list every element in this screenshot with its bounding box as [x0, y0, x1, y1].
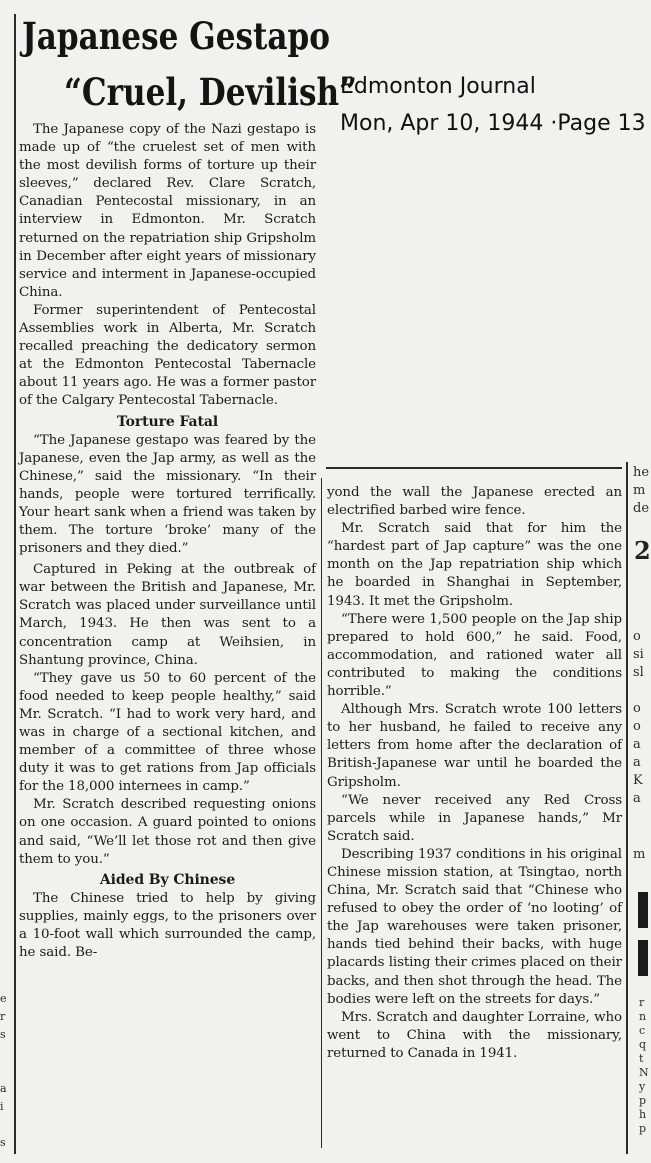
paragraph: “We never received any Red Cross parcels while in Japanese hands,” Mr Scratch said. — [327, 792, 622, 844]
edge-fragment: r — [0, 1010, 6, 1023]
paragraph: Describing 1937 conditions in his original Chinese mission station, at Tsingtao, north China, Mr. Scratch said that “Chinese who refused to obey the order of ‘no looting’ of the Jap warehouses were taken prisoner, hands tied behind their backs, with huge placards listing their crimes placed on their backs, and then shot through the head. The bodies were left on the streets for days.” — [327, 846, 622, 1007]
article-column-2 — [327, 484, 622, 1063]
edge-fragment: N — [639, 1066, 649, 1079]
right-column-rule — [626, 462, 628, 1154]
edge-fragment: e — [0, 992, 7, 1005]
edge-fragment: m — [633, 483, 646, 498]
publication-date-page: Mon, Apr 10, 1944 ·Page 13 — [340, 111, 646, 136]
headline-line-2: “Cruel, Devilish” — [64, 70, 357, 114]
paragraph: Captured in Peking at the outbreak of war between the British and Japanese, Mr. Scratch was placed under surveillance until March, 1943. He then was sent to a concentration camp at Weihsien, in Shantung province, China. — [19, 562, 316, 668]
edge-fragment: si — [633, 647, 644, 662]
paragraph: “The Japanese gestapo was feared by the Japanese, even the Jap army, as well as the Chinese,” said the missionary. “In their hands, people were tortured terrifically. Your heart sank when a friend was taken by them. The torture ‘broke’ many of the prisoners and they died.” — [19, 432, 316, 557]
column-2-top-rule — [326, 467, 622, 469]
edge-fragment: a — [633, 755, 641, 770]
edge-fragment: p — [639, 1122, 647, 1135]
edge-fragment: y — [639, 1080, 646, 1093]
edge-black-block — [638, 940, 648, 976]
paragraph: Mr. Scratch said that for him the “hardest part of Jap capture” was the one month on the Jap repatriation ship which he boarded in Shanghai in September, 1943. It met the Gripsholm. — [327, 521, 622, 609]
paragraph: Although Mrs. Scratch wrote 100 letters to her husband, he failed to receive any letters from home after the declaration of British-Japanese war until he boarded the Gripsholm. — [327, 702, 622, 790]
paragraph: The Chinese tried to help by giving supplies, mainly eggs, to the prisoners over a 10-foot wall which surrounded the camp, he said. Be- — [19, 890, 316, 961]
edge-fragment: a — [633, 737, 641, 752]
publication-name: Edmonton Journal — [340, 74, 536, 99]
article-column-1 — [19, 121, 316, 962]
edge-fragment: sl — [633, 665, 644, 680]
edge-fragment: i — [0, 1100, 4, 1113]
edge-fragment: p — [639, 1094, 647, 1107]
edge-fragment: h — [639, 1108, 647, 1121]
edge-fragment: a — [0, 1082, 7, 1095]
edge-fragment: o — [633, 701, 641, 716]
edge-fragment: q — [639, 1038, 647, 1051]
edge-fragment: c — [639, 1024, 646, 1037]
edge-fragment: m — [633, 847, 646, 862]
left-column-rule — [14, 14, 16, 1154]
edge-fragment: K — [633, 773, 643, 788]
edge-fragment: s — [0, 1136, 6, 1149]
edge-fragment: t — [639, 1052, 644, 1065]
subheading-aided-by-chinese: Aided By Chinese — [99, 871, 236, 888]
subheading-torture-fatal: Torture Fatal — [116, 413, 219, 430]
paragraph: Former superintendent of Pentecostal Assemblies work in Alberta, Mr. Scratch recalled preaching the dedicatory sermon at the Edmonton Pentecostal Tabernacle about 11 years ago. He was a former pastor of the Calgary Pentecostal Tabernacle. — [19, 302, 316, 409]
center-column-rule — [321, 478, 322, 1148]
edge-fragment: r — [639, 996, 645, 1009]
edge-fragment: he — [633, 465, 650, 480]
paragraph: Mr. Scratch described requesting onions on one occasion. A guard pointed to onions and said, “We’ll let those rot and then give them to you.” — [19, 797, 316, 867]
edge-fragment: de — [633, 501, 650, 516]
paragraph: The Japanese copy of the Nazi gestapo is made up of “the cruelest set of men with the most devilish forms of torture up their sleeves,” declared Rev. Clare Scratch, Canadian Pentecostal missionary, in an interview in Edmonton. Mr. Scratch returned on the repatriation ship Gripsholm in December after eight years of missionary service and interment in Japanese-occupied China. — [19, 122, 316, 300]
edge-fragment: n — [639, 1010, 647, 1023]
edge-fragment: 2 — [634, 536, 651, 565]
edge-fragment: a — [633, 791, 641, 806]
paragraph: Mrs. Scratch and daughter Lorraine, who went to China with the missionary, returned to Canada in 1941. — [327, 1009, 622, 1061]
edge-fragment: o — [633, 629, 641, 644]
edge-fragment: o — [633, 719, 641, 734]
headline-line-1: Japanese Gestapo — [22, 14, 330, 58]
paragraph: yond the wall the Japanese erected an electrified barbed wire fence. — [327, 485, 622, 519]
paragraph: “There were 1,500 people on the Jap ship prepared to hold 600,” he said. Food, accommodation, and rationed water all contributed to making the conditions horrible.” — [327, 611, 622, 700]
paragraph: “They gave us 50 to 60 percent of the food needed to keep people healthy,” said Mr. Scratch. “I had to work very hard, and was in charge of a sectional kitchen, and member of a committee of three whose duty it was to get rations from Jap officials for the 18,000 internees in camp.” — [19, 670, 316, 795]
edge-black-block — [638, 892, 648, 928]
edge-fragment: s — [0, 1028, 6, 1041]
